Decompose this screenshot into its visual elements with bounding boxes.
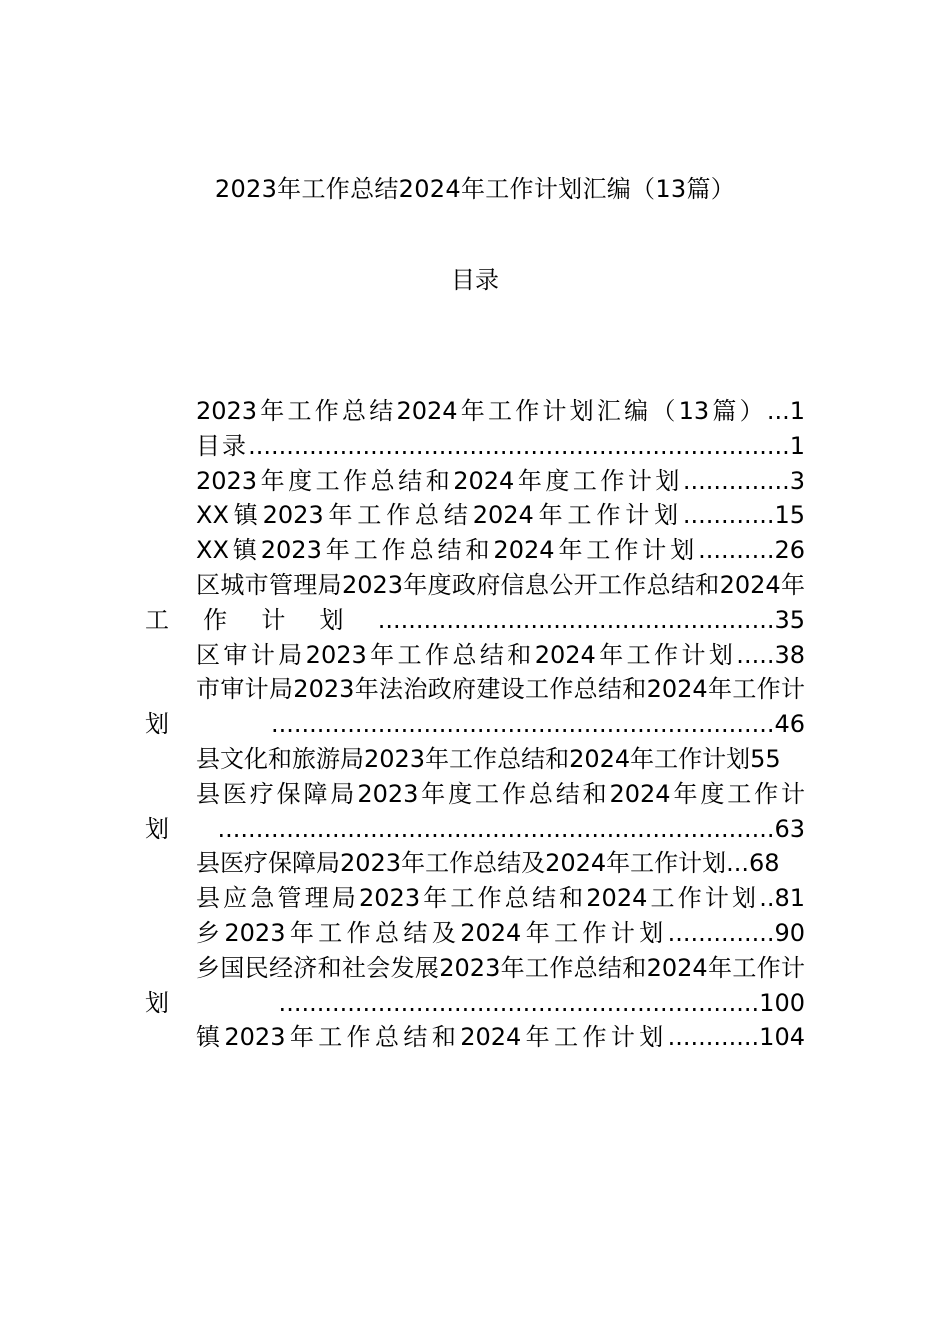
toc-entry[interactable]: 目录.......................................................................1 bbox=[196, 431, 805, 460]
toc-entry[interactable]: 县医疗保障局2023年度工作总结和2024年度工作计划.........................................................................63 bbox=[145, 779, 805, 843]
toc-entry[interactable]: XX镇2023年工作总结2024年工作计划............15 bbox=[196, 501, 805, 530]
toc-entry[interactable]: 乡国民经济和社会发展2023年工作总结和2024年工作计划...............................................................100 bbox=[145, 953, 805, 1017]
toc-entry[interactable]: 乡2023年工作总结及2024年工作计划..............90 bbox=[196, 918, 805, 947]
toc-entry[interactable]: 县医疗保障局2023年工作总结及2024年工作计划...68 bbox=[196, 849, 780, 878]
toc-entry[interactable]: 市审计局2023年法治政府建设工作总结和2024年工作计划..................................................................46 bbox=[145, 675, 805, 739]
toc-entry[interactable]: 镇2023年工作总结和2024年工作计划............104 bbox=[196, 1023, 805, 1052]
toc-entry[interactable]: 县文化和旅游局2023年工作总结和2024年工作计划55 bbox=[196, 744, 781, 773]
toc-entry[interactable]: 2023年度工作总结和2024年度工作计划..............3 bbox=[196, 466, 805, 495]
toc-entry[interactable]: XX镇2023年工作总结和2024年工作计划..........26 bbox=[196, 536, 805, 565]
document-title: 2023年工作总结2024年工作计划汇编（13篇） bbox=[214, 175, 736, 203]
toc-entry[interactable]: 2023年工作总结2024年工作计划汇编（13篇）...1 bbox=[196, 397, 805, 425]
toc-entry[interactable]: 区审计局2023年工作总结和2024年工作计划.....38 bbox=[196, 640, 805, 669]
table-of-contents bbox=[145, 394, 805, 1055]
toc-entry[interactable]: 区城市管理局2023年度政府信息公开工作总结和2024年工作计划....................................................35 bbox=[145, 570, 805, 634]
toc-heading: 目录 bbox=[451, 266, 499, 294]
toc-entry[interactable]: 县应急管理局2023年工作总结和2024工作计划..81 bbox=[196, 884, 805, 913]
